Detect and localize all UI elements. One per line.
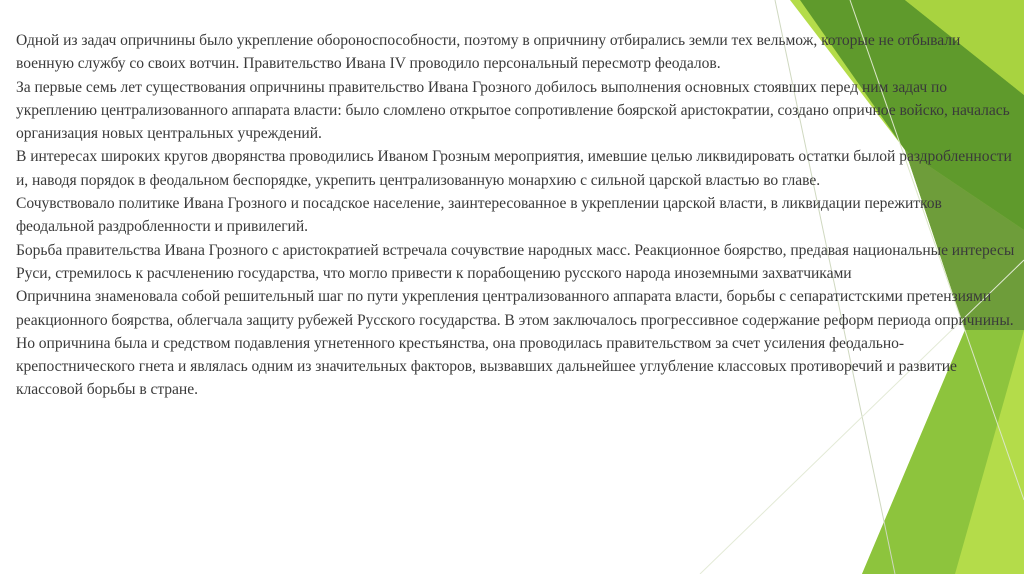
paragraph-1: Одной из задач опричнины было укрепление обороноспособности, поэтому в опричнину отбирались земли тех вельмож, которые не отбывали военную службу со своих вотчин. Правительство Ивана IV проводило персональный пересмотр феодалов. xyxy=(16,32,961,73)
paragraph-2: За первые семь лет существования опричнины правительство Ивана Грозного добилось выполнения основных стоявших перед ним задач по укреплению централизованного аппарата власти: было сломлено открытое сопротивление боярской аристократии, создано опричное войско, началась организация новых центральных учреждений. xyxy=(16,78,1010,143)
paragraph-3: В интересах широких кругов дворянства проводились Иваном Грозным мероприятия, имевшие целью ликвидировать остатки былой раздробленности и, наводя порядок в феодальном беспорядке, укрепить централизованную монархию с сильной царской властью во главе. xyxy=(16,148,1012,189)
paragraph-6: Опричнина знаменовала собой решительный шаг по пути укрепления централизованного аппарата власти, борьбы с сепаратистскими претензиями реакционного боярства, облегчала защиту рубежей Русского государства. В этом заключалось прогрессивное содержание реформ периода опричнины. Но опричнина была и средством подавления угнетенного крестьянства, она проводилась правительством за счет усиления феодально-крепостнического гнета и являлась одним из значительных факторов, вызвавших дальнейшее углубление классовых противоречий и развитие классовой борьбы в стране. xyxy=(16,288,1014,399)
paragraph-5: Борьба правительства Ивана Грозного с аристократией встречала сочувствие народных масс. Реакционное боярство, предавая национальные интересы Руси, стремилось к расчленению государства, что могло привести к порабощению русского народа иноземными захватчиками xyxy=(16,241,1015,282)
slide-body-text xyxy=(16,29,1016,402)
paragraph-4: Сочувствовало политике Ивана Грозного и посадское население, заинтересованное в укреплении царской власти, в ликвидации пережитков феодальной раздробленности и привилегий. xyxy=(16,195,942,236)
